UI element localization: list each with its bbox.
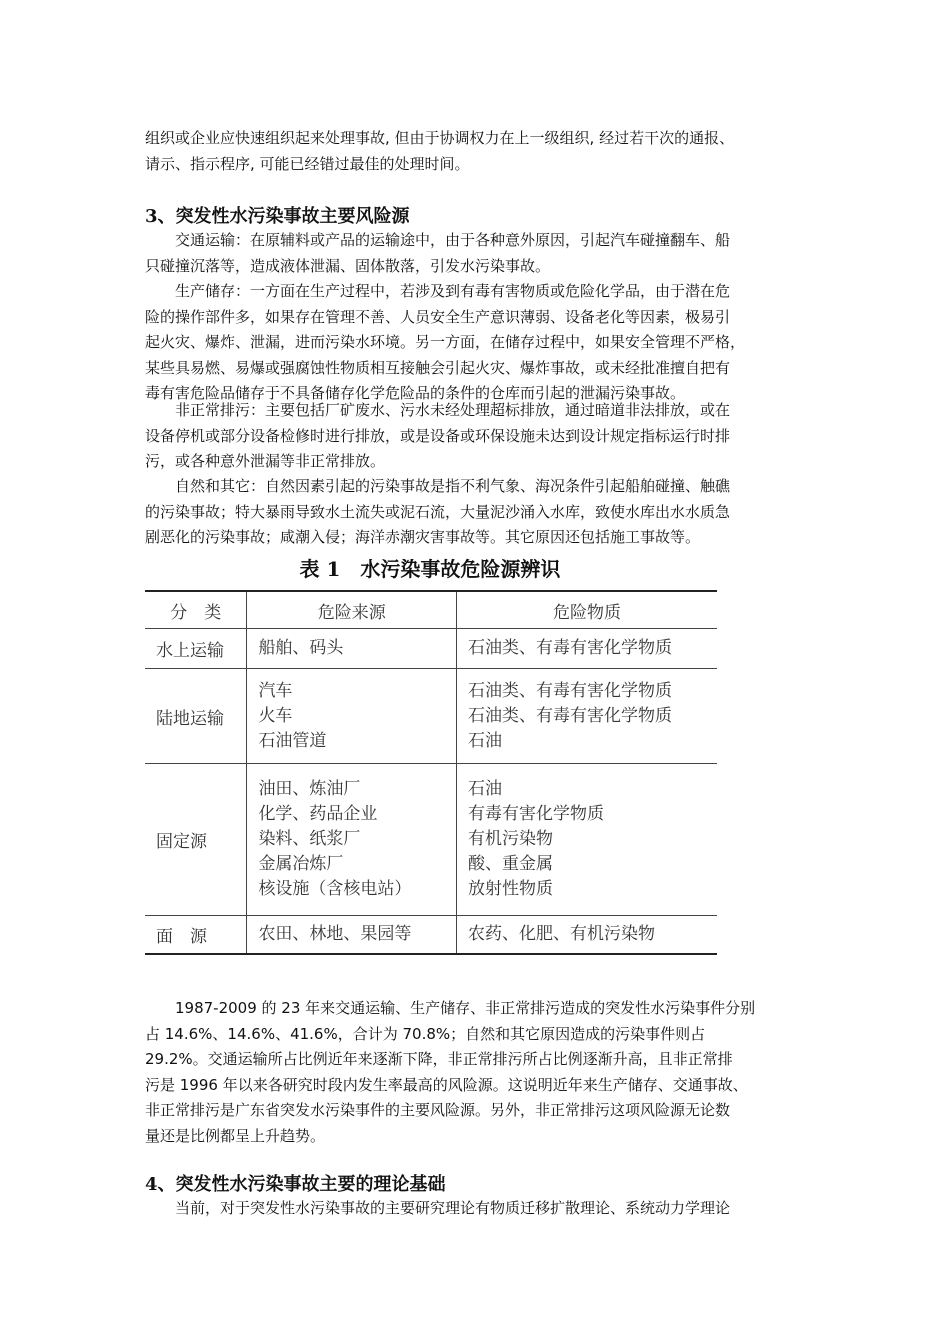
source-item: 石油管道 (258, 730, 327, 751)
row-substances (456, 629, 717, 669)
text-line: 非正常排污是广东省突发水污染事件的主要风险源。另外，非正常排污这项风险源无论数 (145, 1101, 731, 1119)
source-item: 农田、林地、果园等 (258, 923, 412, 944)
substance-item: 石油类、有毒有害化学物质 (467, 705, 672, 726)
source-item: 汽车 (258, 680, 293, 701)
theory-paragraph (145, 1196, 810, 1222)
row-substances (456, 764, 717, 916)
text-line: 1987-2009 的 23 年来交通运输、生产储存、非正常排污造成的突发性水污染事件分别 (145, 999, 756, 1017)
text-line: 毒有害危险品储存于不具备储存化学危险品的条件的仓库而引起的泄漏污染事故。 (145, 384, 686, 402)
abnormal-discharge-paragraph (145, 398, 810, 475)
source-item: 油田、炼油厂 (258, 779, 361, 799)
substance-item: 有机污染物 (467, 829, 553, 849)
substance-item: 石油类、有毒有害化学物质 (467, 680, 672, 701)
row-category: 固定源 (145, 764, 247, 916)
row-sources (247, 916, 457, 954)
transport-paragraph (145, 228, 810, 279)
text-line: 请示、指示程序, 可能已经错过最佳的处理时间。 (145, 154, 470, 173)
section-4-heading: 4、突发性水污染事故主要的理论基础 (145, 1174, 446, 1195)
substance-item: 酸、重金属 (467, 854, 553, 874)
text-line: 当前，对于突发性水污染事故的主要研究理论有物质迁移扩散理论、系统动力学理论 (145, 1199, 731, 1217)
text-line: 的污染事故；特大暴雨导致水土流失或泥石流，大量泥沙涌入水库，致使水库出水水质急 (145, 502, 731, 521)
text-line: 起火灾、爆炸、泄漏，进而污染水环境。另一方面，在储存过程中，如果安全管理不严格， (145, 333, 746, 351)
source-item: 化学、药品企业 (258, 804, 378, 824)
substance-item: 石油类、有毒有害化学物质 (467, 638, 672, 658)
row-category: 水上运输 (145, 629, 247, 669)
row-category: 陆地运输 (145, 669, 247, 764)
column-header-source: 危险来源 (247, 591, 457, 629)
text-line: 占 14.6%、14.6%、41.6%，合计为 70.8%；自然和其它原因造成的污染事件则占 (145, 1024, 706, 1043)
table-row (145, 764, 717, 916)
text-line: 只碰撞沉落等，造成液体泄漏、固体散落，引发水污染事故。 (145, 256, 551, 275)
substance-item: 农药、化肥、有机污染物 (467, 923, 655, 944)
table-row (145, 629, 717, 669)
substance-item: 有毒有害化学物质 (467, 804, 604, 824)
storage-paragraph (145, 279, 810, 407)
row-substances (456, 669, 717, 764)
row-sources (247, 669, 457, 764)
column-header-substance: 危险物质 (456, 591, 717, 629)
text-line: 险的操作部件多，如果存在管理不善、人员安全生产意识薄弱、设备老化等因素，极易引 (145, 307, 731, 326)
source-item: 染料、纸浆厂 (258, 829, 361, 849)
table-caption: 表 1 水污染事故危险源辨识 (299, 557, 561, 581)
text-line: 组织或企业应快速组织起来处理事故, 但由于协调权力在上一级组织, 经过若干次的通报、 (145, 129, 735, 147)
substance-item: 放射性物质 (467, 879, 553, 899)
text-line: 生产储存：一方面在生产过程中，若涉及到有毒有害物质或危险化学品，由于潜在危 (145, 282, 731, 300)
substance-item: 石油 (467, 730, 502, 751)
text-line: 设备停机或部分设备检修时进行排放，或是设备或环保设施未达到设计规定指标运行时排 (145, 426, 731, 445)
text-line: 量还是比例都呈上升趋势。 (145, 1126, 326, 1145)
table-row (145, 669, 717, 764)
text-line: 非正常排污：主要包括厂矿废水、污水未经处理超标排放，通过暗道非法排放，或在 (145, 401, 731, 419)
statistics-paragraph (145, 996, 810, 1149)
text-line: 污，或各种意外泄漏等非正常排放。 (145, 452, 386, 470)
intro-paragraph (145, 126, 810, 177)
text-line: 污是 1996 年以来各研究时段内发生率最高的风险源。这说明近年来生产储存、交通事故、 (145, 1075, 748, 1094)
source-item: 核设施（含核电站） (258, 879, 412, 899)
substance-item: 石油 (467, 779, 502, 799)
hazard-table (145, 590, 717, 955)
row-sources (247, 629, 457, 669)
source-item: 火车 (258, 705, 293, 726)
table-header-row (145, 591, 717, 629)
text-line: 剧恶化的污染事故；咸潮入侵；海洋赤潮灾害事故等。其它原因还包括施工事故等。 (145, 528, 701, 546)
column-header-category: 分 类 (145, 591, 247, 629)
row-category: 面 源 (145, 916, 247, 954)
source-item: 船舶、码头 (258, 638, 344, 658)
text-line: 某些具易燃、易爆或强腐蚀性物质相互接触会引起火灾、爆炸事故，或未经批准擅自把有 (145, 358, 731, 377)
row-substances (456, 916, 717, 954)
natural-other-paragraph (145, 474, 810, 551)
text-line: 29.2%。交通运输所占比例近年来逐渐下降，非正常排污所占比例逐渐升高，且非正常排 (145, 1050, 733, 1068)
text-line: 自然和其它：自然因素引起的污染事故是指不利气象、海况条件引起船舶碰撞、触礁 (145, 477, 731, 495)
text-line: 交通运输：在原辅料或产品的运输途中，由于各种意外原因，引起汽车碰撞翻车、船 (145, 231, 731, 249)
row-sources (247, 764, 457, 916)
section-3-heading: 3、突发性水污染事故主要风险源 (145, 206, 410, 227)
table-row (145, 916, 717, 954)
source-item: 金属冶炼厂 (258, 854, 344, 874)
